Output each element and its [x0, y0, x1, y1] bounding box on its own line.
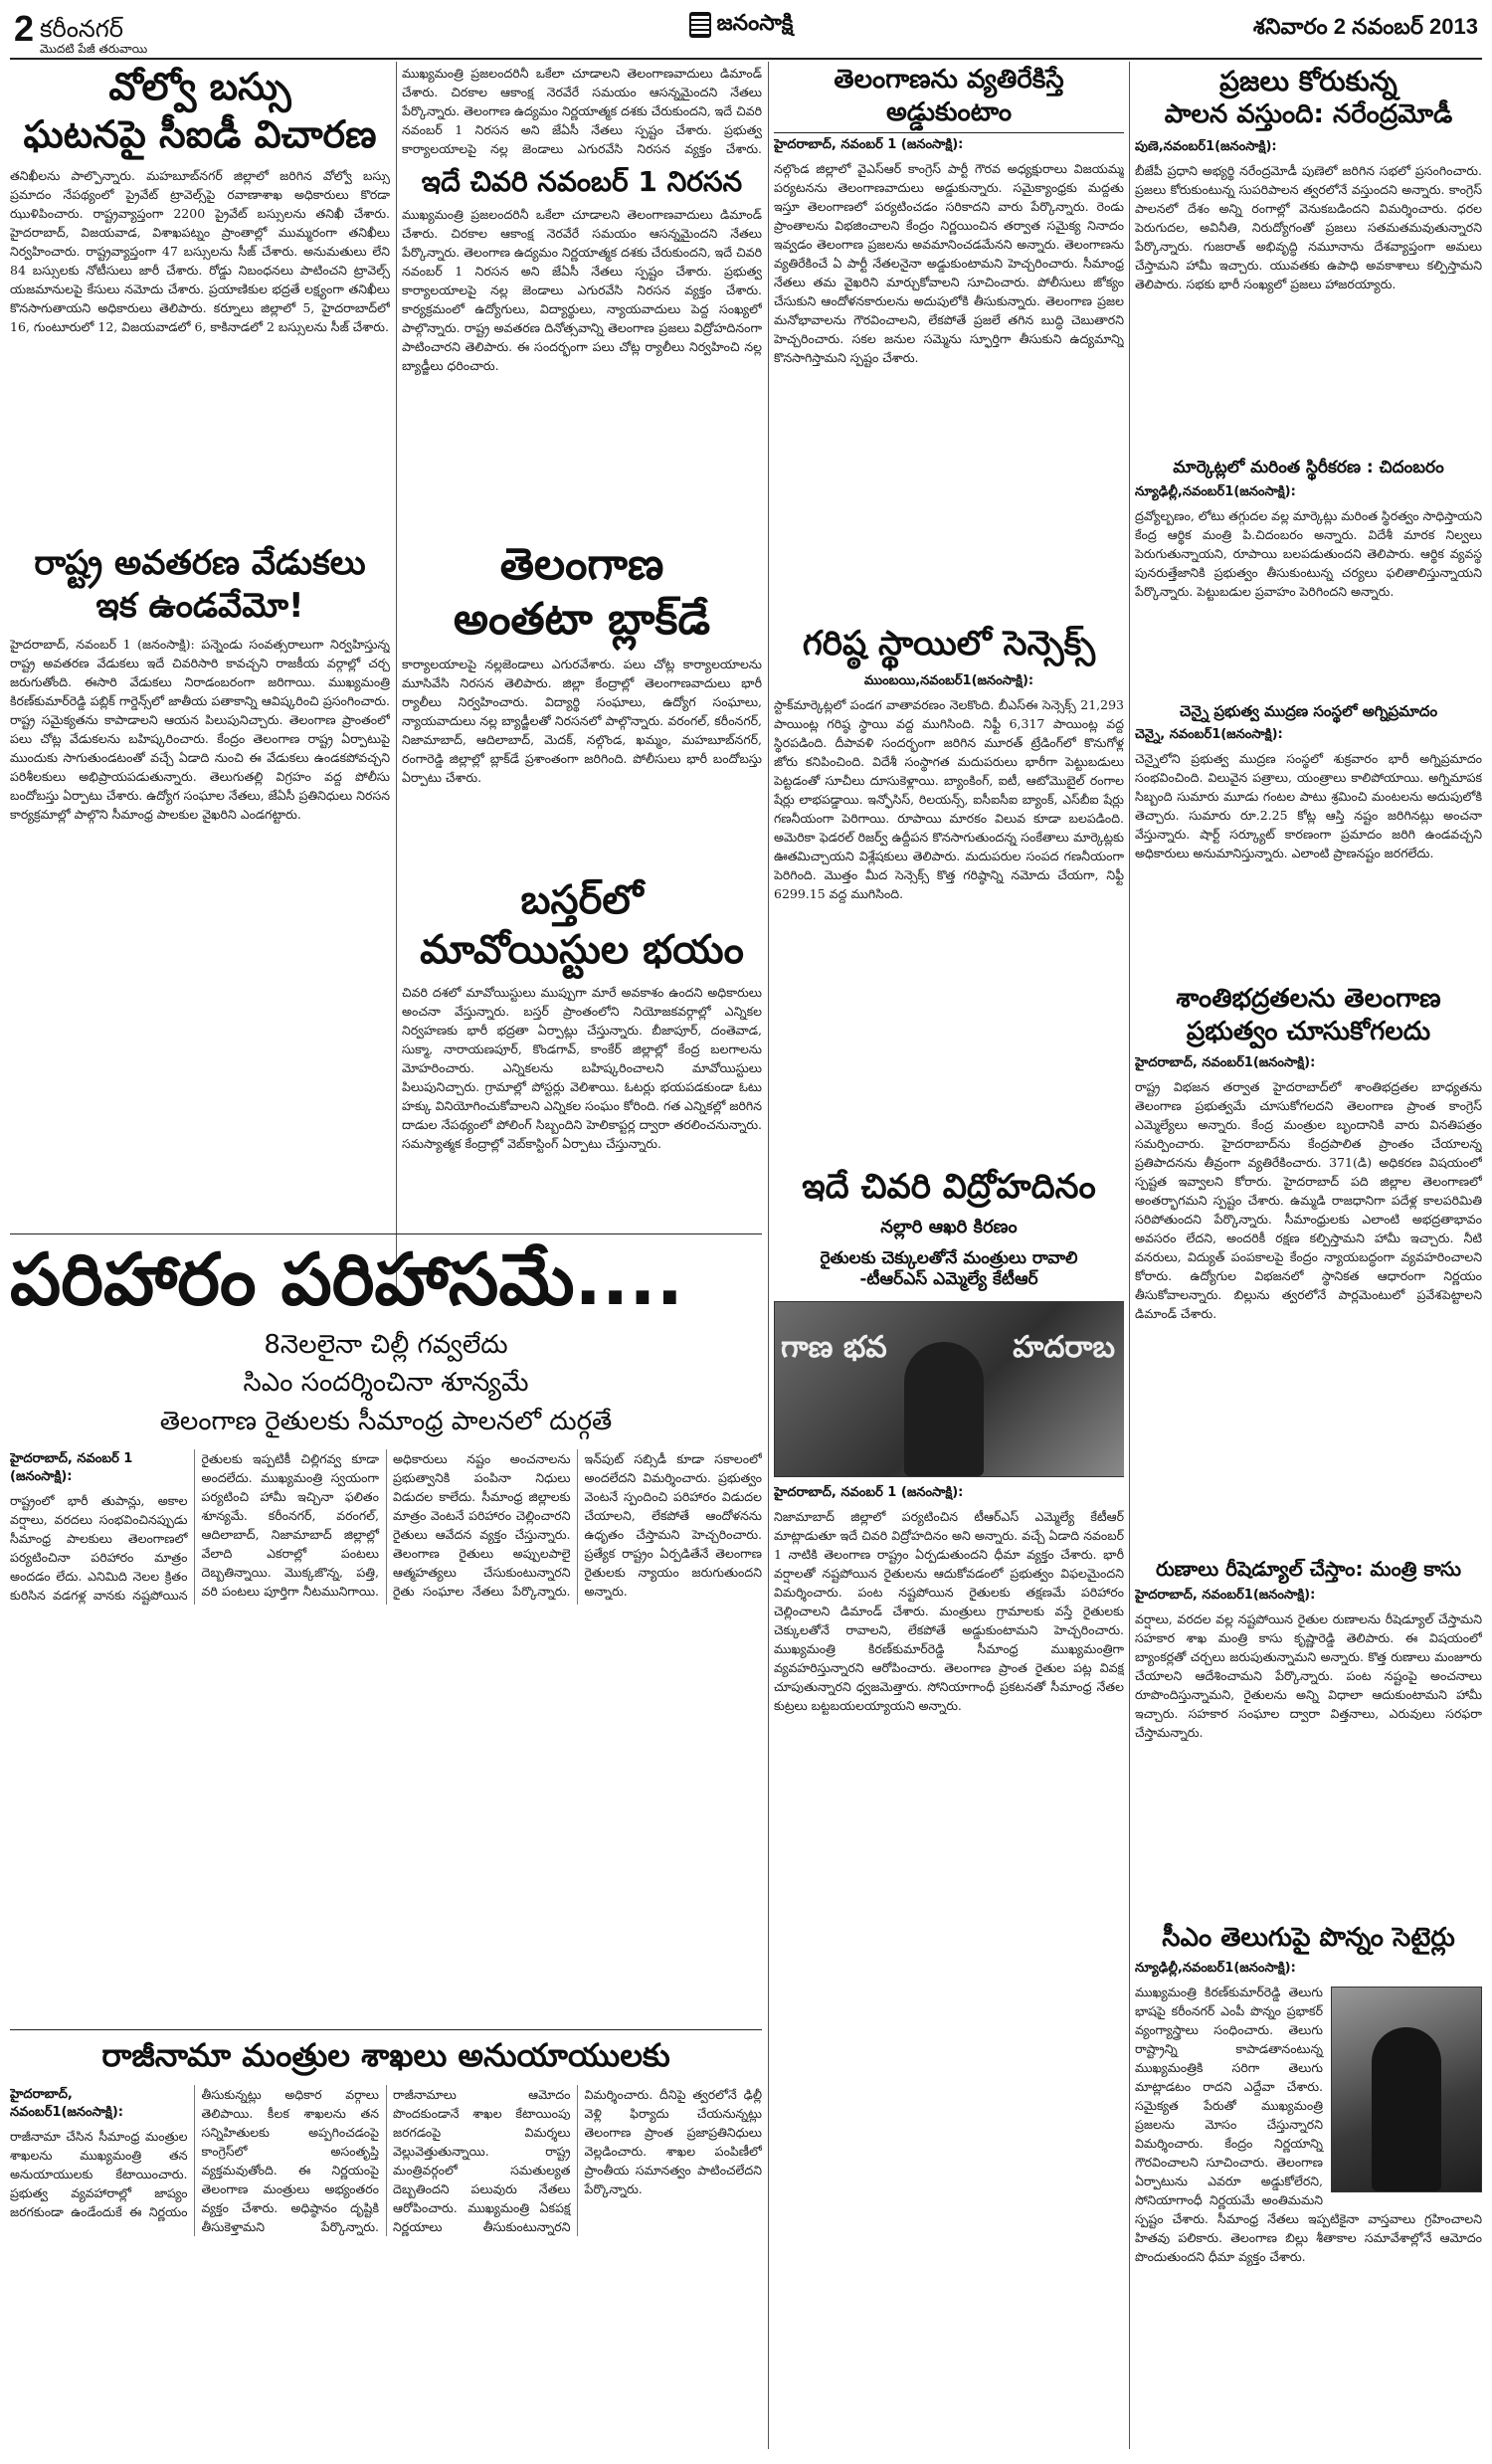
photo-banner-text: హదరాబ — [1013, 1329, 1115, 1365]
headline: అంతటా బ్లాక్‌డే — [453, 594, 711, 645]
article-body: ముఖ్యమంత్రి కిరణ్‌కుమార్‌రెడ్డి తెలుగు భాషపై కరీంనగర్ ఎంపీ పొన్నం ప్రభాకర్ వ్యంగ్యాస్త్రాలు సంధించారు. తెలుగు రాష్ట్రాన్ని కాపాడతానంటున్న ముఖ్యమంత్రికి సరిగా తెలుగు మాట్లాడటం రాదని ఎద్దేవా చేశారు. సమైక్యత పేరుతో ముఖ్యమంత్రి ప్రజలను మోసం చేస్తున్నారని విమర్శించారు. కేంద్రం నిర్ణయాన్ని గౌరవించాలని సూచించారు. తెలంగాణ ఏర్పాటును ఎవరూ అడ్డుకోలేరని, సోనియాగాంధీ నిర్ణయమే అంతిమమని స్పష్టం చేశారు. సీమాంధ్ర నేతలు ఇప్పటికైనా వాస్తవాలు గ్రహించాలని హితవు పలికారు. తెలంగాణ బిల్లు శీతాకాల సమావేశాల్లోనే ఆమోదం పొందుతుందని ధీమా వ్యక్తం చేశారు. — [1135, 1984, 1482, 2264]
dateline: హైదరాబాద్, నవంబర్1(జనంసాక్షి): — [1135, 1588, 1316, 1603]
article-law-order — [1135, 983, 1482, 1550]
logo-text: జనంసాక్షి — [716, 9, 794, 35]
lead-story-compensation — [10, 1238, 762, 2024]
lead-subheadline: 8నెలలైనా చిల్లీ గవ్వలేదు — [264, 1329, 508, 1360]
headline: మావోయిస్టుల భయం — [420, 927, 744, 973]
article-body: తనిఖీలను పాల్పొన్నారు. మహబూబ్‌నగర్ జిల్లాలో జరిగిన వోల్వో బస్సు ప్రమాదం నేపథ్యంలో ప్రైవేట్ ట్రావెల్స్‌పై రవాణాశాఖ అధికారులు కొరడా ఝుళిపించారు. రాష్ట్రవ్యాప్తంగా 2200 ప్రైవేట్ బస్సులను తనిఖీ చేశారు. హైదరాబాద్, విజయవాడ, విశాఖపట్నం ప్రాంతాల్లో ముమ్మరంగా తనిఖీలు నిర్వహించారు. రాష్ట్రవ్యాప్తంగా 47 బస్సులను సీజ్ చేశారు. అనుమతులు లేని 84 బస్సులకు నోటీసులు జారీ చేశారు. రోడ్డు నిబంధనలు పాటించని ట్రావెల్స్ యజమానులపై కేసులు నమోదు చేశారు. ప్రయాణికుల భద్రతే లక్ష్యంగా తనిఖీలు కొనసాగుతాయని అధికారులు తెలిపారు. కర్నూలు జిల్లాలో 5, హైదరాబాద్‌లో 16, గుంటూరులో 12, విజయవాడలో 6, కాకినాడలో 2 బస్సులను సీజ్ చేశారు. — [10, 168, 390, 334]
continuation-note: మొదటి పేజీ తరువాయి — [40, 42, 148, 56]
headline: సీఎం తెలుగుపై పొన్నం సెటైర్లు — [1162, 1923, 1455, 1953]
headline: రాజీనామా మంత్రుల శాఖలు అనుయాయులకు — [101, 2036, 670, 2074]
article-body: రాష్ట్రంలో భారీ తుపాన్లు, అకాల వర్షాలు, వరదలు సంభవించినప్పుడు సీమాంధ్ర పాలకులు తెలంగాణలో పర్యటించినా పరిహారం మాత్రం అందడం లేదు. ఎనిమిది నెలల క్రితం కురిసిన వడగళ్ల వానకు నష్టపోయిన రైతులకు ఇప్పటికీ చిల్లిగవ్వ కూడా అందలేదు. ముఖ్యమంత్రి స్వయంగా పర్యటించి హామీ ఇచ్చినా ఫలితం శూన్యమే. కరీంనగర్, వరంగల్, ఆదిలాబాద్, నిజామాబాద్ జిల్లాల్లో వేలాది ఎకరాల్లో పంటలు దెబ్బతిన్నాయి. మొక్కజొన్న, పత్తి, వరి పంటలు పూర్తిగా నీటమునిగాయి. అధికారులు నష్టం అంచనాలను ప్రభుత్వానికి పంపినా నిధులు విడుదల కాలేదు. సీమాంధ్ర జిల్లాలకు మాత్రం వెంటనే పరిహారం చెల్లించారని రైతులు ఆవేదన వ్యక్తం చేస్తున్నారు. తెలంగాణ రైతులు అప్పులపాలై ఆత్మహత్యలు చేసుకుంటున్నారని రైతు సంఘాల నేతలు పేర్కొన్నారు. ఇన్‌పుట్ సబ్సిడీ కూడా సకాలంలో అందలేదని విమర్శించారు. ప్రభుత్వం వెంటనే స్పందించి పరిహారం విడుదల చేయాలని, లేకపోతే ఆందోళనను ఉధృతం చేస్తామని హెచ్చరించారు. ప్రత్యేక రాష్ట్రం ఏర్పడితేనే తెలంగాణ రైతులకు న్యాయం జరుగుతుందని అన్నారు. — [10, 1451, 762, 1604]
headline: శాంతిభద్రతలను తెలంగాణ — [1176, 984, 1441, 1014]
dateline: న్యూఢిల్లీ,నవంబర్1(జనంసాక్షి): — [1135, 484, 1296, 500]
headline-underline — [774, 132, 1124, 133]
column-divider — [396, 62, 397, 1295]
article-body: స్టాక్‌మార్కెట్లలో పండగ వాతావరణం నెలకొంది. బీఎస్‌ఈ సెన్సెక్స్ 21,293 పాయింట్ల గరిష్ఠ స్థాయి వద్ద ముగిసింది. నిఫ్టీ 6,317 పాయింట్ల వద్ద స్థిరపడింది. దీపావళి సందర్భంగా జరిగిన మూరత్ ట్రేడింగ్‌లో కొనుగోళ్ల జోరు కనిపించింది. విదేశీ సంస్థాగత మదుపరులు భారీగా పెట్టుబడులు పెట్టడంతో సూచీలు దూసుకెళ్లాయి. బ్యాంకింగ్, ఐటీ, ఆటోమొబైల్ రంగాల షేర్లు లాభపడ్డాయి. ఇన్ఫోసిస్, రిలయన్స్, ఐసీఐసీఐ బ్యాంక్, ఎస్‌బీఐ షేర్లు గణనీయంగా పెరిగాయి. రూపాయి మారకం విలువ కూడా బలపడింది. అమెరికా ఫెడరల్ రిజర్వ్ ఉద్దీపన కొనసాగుతుందన్న సంకేతాలు మార్కెట్లకు ఊతమిచ్చాయని విశ్లేషకులు తెలిపారు. మదుపరుల సంపద గణనీయంగా పెరిగింది. మొత్తం మీద సెన్సెక్స్ కొత్త గరిష్ఠాన్ని నమోదు చేయగా, నిఫ్టీ 6299.15 వద్ద ముగిసింది. — [774, 696, 1124, 901]
bottom-body-columns — [10, 2085, 762, 2236]
article-body: నల్గొండ జిల్లాలో వైఎస్‌ఆర్ కాంగ్రెస్ పార్టీ గౌరవ అధ్యక్షురాలు విజయమ్మ పర్యటనను తెలంగాణవాదులు అడ్డుకున్నారు. సమైక్యాంధ్రకు మద్దతు ఇస్తూ తెలంగాణలో పర్యటించడం సరికాదని వారు పేర్కొన్నారు. రెండు ప్రాంతాలను విభజించాలని కేంద్రం నిర్ణయించిన తర్వాత సమైక్య నినాదం ఇవ్వడం తెలంగాణ ప్రజలను అవమానించడమేనని అన్నారు. తెలంగాణను వ్యతిరేకించే ఏ పార్టీ నేతలనైనా అడ్డుకుంటామని హెచ్చరించారు. సీమాంధ్ర నేతలు తమ వైఖరిని మార్చుకోవాలని సూచించారు. పోలీసులు జోక్యం చేసుకుని ఆందోళనకారులను అదుపులోకి తీసుకున్నారు. తెలంగాణ ప్రజల మనోభావాలను గౌరవించాలని, లేకపోతే ప్రజలే తగిన బుద్ధి చెబుతారని హెచ్చరించారు. సకల జనుల సమ్మెను స్ఫూర్తిగా తీసుకుని ఉద్యమాన్ని కొనసాగిస్తామని స్పష్టం చేశారు. — [774, 161, 1124, 365]
article-body: చివరి దశలో మావోయిస్టులు ముప్పుగా మారే అవకాశం ఉందని అధికారులు అంచనా వేస్తున్నారు. బస్తర్ ప్రాంతంలోని నియోజకవర్గాల్లో ఎన్నికల నిర్వహణకు భారీ భద్రతా ఏర్పాట్లు చేస్తున్నారు. బీజాపూర్, దంతెవాడ, సుక్మా, నారాయణపూర్, కొండగావ్, కాంకేర్ జిల్లాల్లో కేంద్ర బలగాలను మోహరించారు. ఎన్నికలను బహిష్కరించాలని మావోయిస్టులు పిలుపునిచ్చారు. గ్రామాల్లో పోస్టర్లు వెలిశాయి. ఓటర్లు భయపడకుండా ఓటు హక్కు వినియోగించుకోవాలని ఎన్నికల సంఘం కోరింది. గత ఎన్నికల్లో జరిగిన దాడుల నేపథ్యంలో పోలింగ్ సిబ్బందిని హెలికాప్టర్ల ద్వారా తరలించనున్నారు. సమస్యాత్మక కేంద్రాల్లో వెబ్‌కాస్టింగ్ ఏర్పాటు చేస్తున్నారు. — [402, 985, 762, 1151]
headline: పాలన వస్తుంది: నరేంద్రమోడీ — [1164, 99, 1453, 129]
article-betrayal-day — [774, 1166, 1124, 2459]
headline: చెన్నై ప్రభుత్వ ముద్రణ సంస్థలో అగ్నిప్రమాదం — [1179, 702, 1438, 720]
dateline: పుణె,నవంబర్1(జనంసాక్షి): — [1135, 138, 1277, 154]
ponnam-photo — [1331, 1987, 1482, 2192]
ktr-photo — [774, 1301, 1124, 1477]
article-oppose-telangana — [774, 64, 1124, 611]
newspaper-logo-icon — [689, 12, 711, 38]
dateline: చెన్నై, నవంబర్1(జనంసాక్షి): — [1135, 726, 1283, 742]
lead-subheadline: సిఎం సందర్శించినా శూన్యమే — [243, 1368, 529, 1399]
masthead — [0, 0, 1492, 62]
subheadline: రైతులకు చెక్కులతోనే మంత్రులు రావాలి — [820, 1248, 1078, 1268]
page-number: 2 — [14, 8, 35, 49]
article-body: ముఖ్యమంత్రి ప్రజలందరినీ ఒకేలా చూడాలని తెలంగాణవాదులు డిమాండ్ చేశారు. చిరకాల ఆకాంక్ష నెరవేరే సమయం ఆసన్నమైందని నేతలు పేర్కొన్నారు. తెలంగాణ ఉద్యమం నిర్ణయాత్మక దశకు చేరుకుందని, ఇదే చివరి నవంబర్ 1 నిరసన అని జేఏసీ నేతలు స్పష్టం చేశారు. ప్రభుత్వ కార్యాలయాలపై నల్ల జెండాలు ఎగురవేసి నిరసన వ్యక్తం చేశారు. కార్యక్రమంలో ఉద్యోగులు, విద్యార్థులు, న్యాయవాదులు పెద్ద సంఖ్యలో పాల్గొన్నారు. రాష్ట్ర అవతరణ దినోత్సవాన్ని తెలంగాణ ప్రజలు విద్రోహదినంగా పాటించారని తెలిపారు. ఈ సందర్భంగా పలు చోట్ల ర్యాలీలు నిర్వహించి నల్ల బ్యాడ్జీలు ధరించారు. — [402, 207, 762, 373]
article-body: నిజామాబాద్ జిల్లాలో పర్యటించిన టీఆర్‌ఎస్ ఎమ్మెల్యే కేటీఆర్ మాట్లాడుతూ ఇదే చివరి విద్రోహదినం అని అన్నారు. వచ్చే ఏడాది నవంబర్ 1 నాటికి తెలంగాణ రాష్ట్రం ఏర్పడుతుందని ధీమా వ్యక్తం చేశారు. భారీ వర్షాలతో నష్టపోయిన రైతులను ఆదుకోవడంలో ప్రభుత్వం విఫలమైందని విమర్శించారు. పంట నష్టపోయిన రైతులకు తక్షణమే పరిహారం చెల్లించాలని డిమాండ్ చేశారు. మంత్రులు గ్రామాలకు వస్తే రైతులకు చెక్కులతోనే రావాలని, లేకపోతే అడ్డుకుంటామని హెచ్చరించారు. ముఖ్యమంత్రి కిరణ్‌కుమార్‌రెడ్డి సీమాంధ్ర ముఖ్యమంత్రిగా వ్యవహరిస్తున్నారని ఆరోపించారు. తెలంగాణ ప్రాంత రైతుల పట్ల వివక్ష చూపుతున్నారని ధ్వజమెత్తారు. సోనియాగాంధీ ప్రకటనతో సీమాంధ్ర నేతల కుట్రలు బట్టబయలయ్యాయని అన్నారు. — [774, 1508, 1124, 1713]
section-name: కరీంనగర్ — [40, 16, 123, 43]
lead-subheadline: తెలంగాణ రైతులకు సీమాంధ్ర పాలనలో దుర్గతే — [159, 1406, 613, 1436]
headline: ఇదే చివరి విద్రోహదినం — [802, 1167, 1096, 1207]
article-resigned-ministers — [10, 2035, 762, 2459]
lead-body-columns — [10, 1449, 762, 1605]
dateline: హైదరాబాద్, నవంబర్ 1 (జనంసాక్షి): — [10, 1451, 133, 1485]
masthead-logo — [666, 6, 816, 44]
headline: ప్రభుత్వం చూసుకోగలదు — [1186, 1016, 1431, 1046]
column-divider — [768, 62, 769, 2449]
article-modi — [1135, 64, 1482, 452]
headline: ఇక ఉండవేమో! — [95, 585, 304, 626]
dateline: హైదరాబాద్, నవంబర్1(జనంసాక్షి): — [1135, 1055, 1316, 1070]
dateline: హైదరాబాద్, నవంబర్ 1 (జనంసాక్షి): — [774, 1484, 964, 1500]
headline: ప్రజలు కోరుకున్న — [1219, 65, 1398, 97]
headline: తెలంగాణ — [499, 539, 664, 590]
lead-headline: పరిహారం పరిహాసమే.... — [10, 1238, 683, 1321]
article-body: రాజీనామా చేసిన సీమాంధ్ర మంత్రుల శాఖలను ముఖ్యమంత్రి తన అనుయాయులకు కేటాయించారు. ప్రభుత్వ వ్యవహారాల్లో జాప్యం జరగకుండా ఉండేందుకే ఈ నిర్ణయం తీసుకున్నట్లు అధికార వర్గాలు తెలిపాయి. కీలక శాఖలను తన సన్నిహితులకు అప్పగించడంపై కాంగ్రెస్‌లో అసంతృప్తి వ్యక్తమవుతోంది. ఈ నిర్ణయంపై తెలంగాణ మంత్రులు అభ్యంతరం వ్యక్తం చేశారు. అధిష్ఠానం దృష్టికి తీసుకెళ్తామని పేర్కొన్నారు. రాజీనామాలు ఆమోదం పొందకుండానే శాఖల కేటాయింపు జరగడంపై విమర్శలు వెల్లువెత్తుతున్నాయి. రాష్ట్ర మంత్రివర్గంలో సమతుల్యత దెబ్బతిందని పలువురు నేతలు ఆరోపించారు. ముఖ్యమంత్రి ఏకపక్ష నిర్ణయాలు తీసుకుంటున్నారని విమర్శించారు. దీనిపై త్వరలోనే ఢిల్లీ వెళ్లి ఫిర్యాదు చేయనున్నట్లు తెలంగాణ ప్రాంత ప్రజాప్రతినిధులు వెల్లడించారు. శాఖల పంపిణీలో ప్రాంతీయ సమానత్వం పాటించలేదని పేర్కొన్నారు. — [10, 2087, 762, 2234]
headline: వోల్వో బస్సు — [108, 65, 291, 108]
article-state-formation — [10, 542, 390, 1229]
article-volvo-bus — [10, 64, 390, 536]
article-body-lead: ముఖ్యమంత్రి ప్రజలందరినీ ఒకేలా చూడాలని తెలంగాణవాదులు డిమాండ్ చేశారు. చిరకాల ఆకాంక్ష నెరవేరే సమయం ఆసన్నమైందని నేతలు పేర్కొన్నారు. తెలంగాణ ఉద్యమం నిర్ణయాత్మక దశకు చేరుకుందని, ఇదే చివరి నవంబర్ 1 నిరసన అని జేఏసీ నేతలు స్పష్టం చేశారు. ప్రభుత్వ కార్యాలయాలపై నల్ల జెండాలు ఎగురవేసి నిరసన వ్యక్తం చేశారు. — [402, 66, 762, 156]
article-body: రాష్ట్ర విభజన తర్వాత హైదరాబాద్‌లో శాంతిభద్రతల బాధ్యతను తెలంగాణ ప్రభుత్వమే చూసుకోగలదని తెలంగాణ ప్రాంత కాంగ్రెస్ ఎమ్మెల్యేలు అన్నారు. కేంద్ర మంత్రుల బృందానికి వారు వినతిపత్రం సమర్పించారు. హైదరాబాద్‌ను కేంద్రపాలిత ప్రాంతం చేయాలన్న ప్రతిపాదనను తీవ్రంగా వ్యతిరేకించారు. 371(డి) అధికరణ విషయంలో స్పష్టత ఇవ్వాలని కోరారు. హైదరాబాద్ పది జిల్లాల తెలంగాణలో అంతర్భాగమని స్పష్టం చేశారు. ఉమ్మడి రాజధానిగా పదేళ్ల కాలపరిమితి సరిపోతుందని పేర్కొన్నారు. సీమాంధ్రులకు ఎలాంటి అభద్రతాభావం అవసరం లేదని, అందరికీ రక్షణ కల్పిస్తామని హామీ ఇచ్చారు. నీటి వనరులు, విద్యుత్ పంపకాలపై కేంద్రం న్యాయబద్ధంగా వ్యవహరించాలని కోరారు. ఉద్యోగుల విభజనలో స్థానికత ఆధారంగా నిర్ణయం తీసుకోవాలన్నారు. బిల్లును త్వరలోనే పార్లమెంటులో ప్రవేశపెట్టాలని డిమాండ్ చేశారు. — [1135, 1079, 1482, 1321]
article-body: హైదరాబాద్, నవంబర్ 1 (జనంసాక్షి): పన్నెండు సంవత్సరాలుగా నిర్వహిస్తున్న రాష్ట్ర అవతరణ వేడుకలు ఇదే చివరిసారి కావచ్చని రాజకీయ వర్గాల్లో చర్చ జరుగుతోంది. ఈసారి వేడుకలు నిరాడంబరంగా జరిగాయి. ముఖ్యమంత్రి కిరణ్‌కుమార్‌రెడ్డి పబ్లిక్ గార్డెన్స్‌లో జాతీయ పతాకాన్ని ఆవిష్కరించి ప్రసంగించారు. రాష్ట్ర సమైక్యతను కాపాడాలని ఆయన పిలుపునిచ్చారు. తెలంగాణ ప్రాంతంలో పలు చోట్ల వేడుకలను బహిష్కరించారు. కేంద్రం తెలంగాణ రాష్ట్ర ఏర్పాటుపై ముందుకు సాగుతుండటంతో వచ్చే ఏడాది నుంచి ఈ వేడుకలు ఉండకపోవచ్చని పరిశీలకులు అభిప్రాయపడుతున్నారు. తెలుగుతల్లి విగ్రహం వద్ద పోలీసు బందోబస్తు ఏర్పాటు చేశారు. ఉద్యోగ సంఘాల నేతలు, జేఏసీ ప్రతినిధులు నిరసన కార్యక్రమాల్లో పాల్గొని సీమాంధ్ర పాలకుల వైఖరిని ఎండగట్టారు. — [10, 637, 390, 822]
article-sensex — [774, 617, 1124, 1159]
kicker: నల్లారి ఆఖరి కిరణం — [880, 1216, 1018, 1237]
dateline: ముంబయి,నవంబర్1(జనంసాక్షి): — [863, 672, 1034, 688]
person-silhouette — [1372, 2027, 1441, 2191]
dateline: హైదరాబాద్, నవంబర్ 1 (జనంసాక్షి): — [774, 137, 964, 152]
article-ponnam — [1135, 1922, 1482, 2459]
issue-date: శనివారం 2 నవంబర్ 2013 — [1252, 14, 1478, 39]
headline: మార్కెట్లలో మరింత స్థిరీకరణ : చిదంబరం — [1173, 458, 1444, 477]
column-divider — [1129, 62, 1130, 2449]
dateline: హైదరాబాద్, నవంబర్1(జనంసాక్షి): — [10, 2087, 123, 2120]
article-chennai-fire — [1135, 702, 1482, 976]
article-markets — [1135, 458, 1482, 696]
headline: రాష్ట్ర అవతరణ వేడుకలు — [34, 543, 366, 583]
article-last-protest — [402, 64, 762, 531]
subheadline-byline: -టీఆర్‌ఎస్ ఎమ్మెల్యే కేటీఆర్ — [859, 1269, 1038, 1290]
article-black-day — [402, 537, 762, 865]
headline: గరిష్ఠ స్థాయిలో సెన్సెక్స్ — [802, 624, 1096, 663]
article-body: వర్షాలు, వరదల వల్ల నష్టపోయిన రైతుల రుణాలను రీషెడ్యూల్ చేస్తామని సహకార శాఖ మంత్రి కాసు కృష్ణారెడ్డి తెలిపారు. ఈ విషయంలో బ్యాంకర్లతో చర్చలు జరుపుతున్నామని అన్నారు. కొత్త రుణాలు మంజూరు చేయాలని ఆదేశించామని పేర్కొన్నారు. పంట నష్టంపై అంచనాలు రూపొందిస్తున్నామని, రైతులను అన్ని విధాలా ఆదుకుంటామని హామీ ఇచ్చారు. సహకార సంఘాల ద్వారా విత్తనాలు, ఎరువులు సరఫరా చేస్తామన్నారు. — [1135, 1611, 1482, 1740]
article-body: బీజేపీ ప్రధాని అభ్యర్థి నరేంద్రమోడీ పుణెలో జరిగిన సభలో ప్రసంగించారు. ప్రజలు కోరుకుంటున్న సుపరిపాలన త్వరలోనే వస్తుందని అన్నారు. కాంగ్రెస్ పాలనలో దేశం అన్ని రంగాల్లో వెనుకబడిందని విమర్శించారు. ధరల పెరుగుదల, అవినీతి, నిరుద్యోగంతో ప్రజలు సతమతమవుతున్నారని పేర్కొన్నారు. గుజరాత్ అభివృద్ధి నమూనాను దేశవ్యాప్తంగా అమలు చేస్తామని హామీ ఇచ్చారు. యువతకు ఉపాధి అవకాశాలు కల్పిస్తామని తెలిపారు. సభకు భారీ సంఖ్యలో ప్రజలు హాజరయ్యారు. — [1135, 162, 1482, 291]
headline: బస్తర్‌లో — [520, 877, 644, 923]
dateline: న్యూఢిల్లీ,నవంబర్1(జనంసాక్షి): — [1135, 1960, 1296, 1976]
headline: రుణాలు రీషెడ్యూల్ చేస్తాం: మంత్రి కాసు — [1155, 1557, 1461, 1581]
article-bastar — [402, 875, 762, 1229]
article-loan-reschedule — [1135, 1557, 1482, 1915]
bottom-story-divider — [10, 2029, 762, 2030]
headline: ఇదే చివరి నవంబర్ 1 నిరసన — [421, 165, 743, 198]
photo-banner-text: గాణ భవ — [781, 1329, 887, 1365]
headline: తెలంగాణను వ్యతిరేకిస్తే అడ్డుకుంటాం — [834, 65, 1064, 127]
article-body: కార్యాలయాలపై నల్లజెండాలు ఎగురవేశారు. పలు చోట్ల కార్యాలయాలను మూసివేసి నిరసన తెలిపారు. జిల్లా కేంద్రాల్లో తెలంగాణవాదులు భారీ ర్యాలీలు నిర్వహించారు. విద్యార్థి సంఘాలు, ఉద్యోగ సంఘాలు, న్యాయవాదులు నల్ల బ్యాడ్జీలతో నిరసనలో పాల్గొన్నారు. వరంగల్, కరీంనగర్, నిజామాబాద్, ఆదిలాబాద్, మెదక్, నల్గొండ, ఖమ్మం, మహబూబ్‌నగర్, రంగారెడ్డి జిల్లాల్లో బ్లాక్‌డే ప్రశాంతంగా జరిగింది. పోలీసులు భారీ బందోబస్తు ఏర్పాటు చేశారు. — [402, 657, 762, 785]
person-silhouette — [904, 1342, 984, 1476]
article-body: ద్రవ్యోల్బణం, లోటు తగ్గుదల వల్ల మార్కెట్లు మరింత స్థిరత్వం సాధిస్తాయని కేంద్ర ఆర్థిక మంత్రి పి.చిదంబరం అన్నారు. విదేశీ మారక నిల్వలు పెరుగుతున్నాయని, రూపాయి బలపడుతుందని తెలిపారు. ఆర్థిక వ్యవస్థ పునరుత్తేజానికి ప్రభుత్వం తీసుకుంటున్న చర్యలు ఫలితాలిస్తున్నాయని పేర్కొన్నారు. పెట్టుబడుల ప్రవాహం పెరిగిందని అన్నారు. — [1135, 508, 1482, 600]
lead-top-divider — [10, 1233, 762, 1234]
headline: ఘటనపై సీఐడీ విచారణ — [23, 111, 377, 156]
masthead-divider — [10, 58, 1482, 60]
article-body: చెన్నైలోని ప్రభుత్వ ముద్రణ సంస్థలో శుక్రవారం భారీ అగ్నిప్రమాదం సంభవించింది. విలువైన పత్రాలు, యంత్రాలు కాలిపోయాయి. అగ్నిమాపక సిబ్బంది సుమారు మూడు గంటల పాటు శ్రమించి మంటలను అదుపులోకి తెచ్చారు. సుమారు రూ.2.25 కోట్ల ఆస్తి నష్టం జరిగినట్లు అంచనా వేస్తున్నారు. షార్ట్ సర్క్యూట్ కారణంగా ప్రమాదం జరిగి ఉండవచ్చని అధికారులు అనుమానిస్తున్నారు. ఎలాంటి ప్రాణనష్టం జరగలేదు. — [1135, 750, 1482, 860]
